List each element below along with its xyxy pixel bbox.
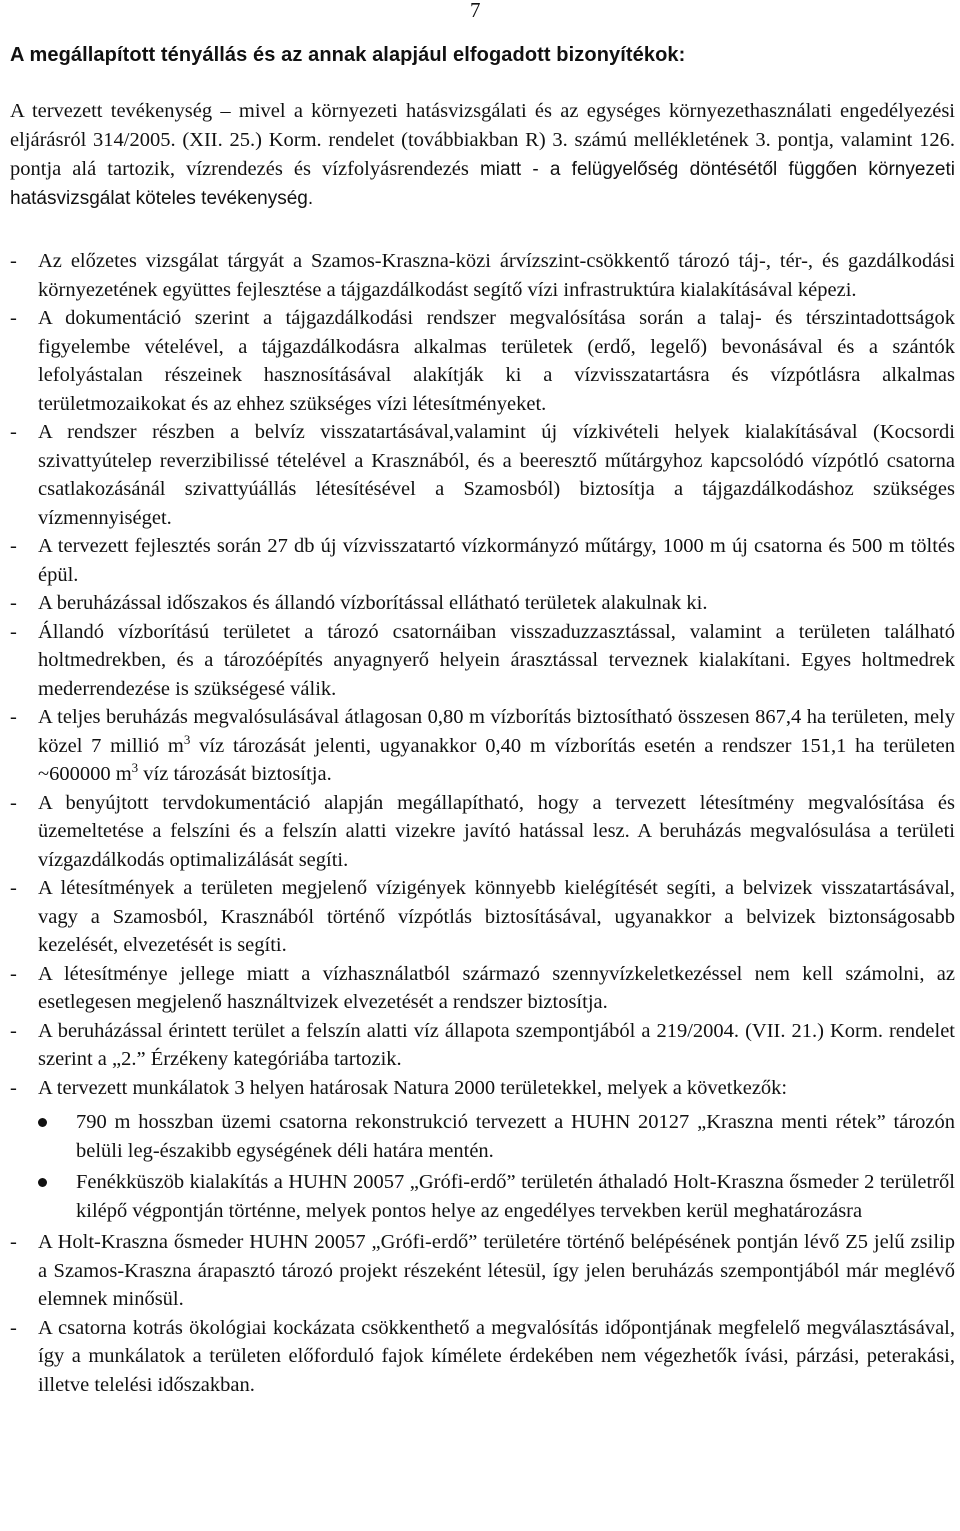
dash-marker: - bbox=[10, 1019, 17, 1042]
list-item bbox=[0, 1228, 955, 1314]
intro-paragraph bbox=[10, 97, 955, 213]
dash-marker: - bbox=[10, 592, 17, 614]
dash-marker: - bbox=[10, 620, 17, 643]
volume-text-a: A teljes beruházás megvalósulásával átlagosan 0,80 m vízborítás biztosítható összesen 867,4 ha területen, mely közel 7 millió m bbox=[38, 706, 955, 757]
list-item-text: A beruházással érintett terület a felszín alatti víz állapota szempontjából a 219/2004. (VII. 21.) Korm. rendelet szerint a „2.” Érzékeny kategóriába tartozik. bbox=[38, 1019, 955, 1070]
list-item bbox=[0, 589, 955, 618]
bullet-item bbox=[38, 1168, 955, 1225]
findings-list bbox=[0, 247, 955, 1399]
natura-bullet-list bbox=[38, 1108, 955, 1225]
list-item bbox=[0, 1017, 955, 1074]
dash-marker: - bbox=[10, 307, 17, 329]
dash-marker: - bbox=[10, 1231, 17, 1253]
dash-marker: - bbox=[10, 421, 17, 443]
list-item-text: A csatorna kotrás ökológiai kockázata csökkenthető a megvalósítás időpontjának megfelelő megválasztásával, így a munkálatok a területen előforduló fajok kímélete érdekében nem végezhetők ívási, párzási, peterakási, illetve telelési időszakban. bbox=[38, 1316, 955, 1396]
list-item-text: A dokumentáció szerint a tájgazdálkodási rendszer megvalósítása során a talaj- és térszintadottságok figyelembe vételével, a tájgazdálkodásra alkalmas területek (erdő, legelő) bevonásával és a szántók lefolyástalan részeinek hasznosításával alakítják ki a vízvisszatartásra és vízpótlásra alkalmas területmozaikokat és az ehhez szükséges vízi létesítményeket. bbox=[38, 307, 955, 415]
intro-text-part2: miatt - a felügyelőség döntésétől függően környezeti hatásvizsgálat köteles tevékenység. bbox=[10, 159, 955, 209]
list-item bbox=[0, 874, 955, 960]
list-item-text: A beruházással időszakos és állandó vízborítással ellátható területek alakulnak ki. bbox=[38, 592, 708, 614]
list-item-text: A benyújtott tervdokumentáció alapján megállapítható, hogy a tervezett létesítmény megvalósítása és üzemeltetése a felszíni és a felszín alatti vizekre javító hatással lesz. A beruházás megvalósulása a területi vízgazdálkodás optimalizálását segíti. bbox=[38, 791, 955, 871]
list-item bbox=[0, 1314, 955, 1400]
dash-marker: - bbox=[10, 250, 17, 272]
list-item-text: Az előzetes vizsgálat tárgyát a Szamos-Kraszna-közi árvízszint-csökkentő tározó táj-, tér-, és gazdálkodási környezetének együttes fejlesztése a tájgazdálkodást segítő vízi infrastruktúra kialakításával képezi. bbox=[38, 250, 955, 301]
bullet-text: Fenékküszöb kialakítás a HUHN 20057 „Grófi-erdő” területén áthaladó Holt-Kraszna ősmeder 2 területről kilépő végpontján történne, melyek pontos helye az engedélyes tervekben kerül meghatározásra bbox=[76, 1171, 955, 1222]
volume-text-b: víz tározását jelenti, ugyanakkor 0,40 m vízborítás esetén a rendszer 151,1 ha területen ~600000 m bbox=[38, 734, 955, 785]
list-item-text: A rendszer részben a belvíz visszatartásával,valamint új vízkivételi helyek kialakításával (Kocsordi szivattyútelep reverzibilissé tételével a Krasznából, és a beeresztő műtárgyhoz kapcsolódó vízpótló csatorna csatlakozásánál szivattyúállás létesítésével a Szamosból) biztosítja a tájgazdálkodáshoz szükséges vízmennyiséget. bbox=[38, 421, 955, 529]
list-item-text: A létesítménye jellege miatt a vízhasználatból származó szennyvízkeletkezéssel nem kell számolni, az esetlegesen megjelenő használtvizek elvezetését a rendszer biztosítja. bbox=[38, 962, 955, 1013]
page-number: 7 bbox=[470, 0, 481, 22]
list-item-text: A tervezett munkálatok 3 helyen határosak Natura 2000 területekkel, melyek a következők: bbox=[38, 1076, 788, 1099]
intro-text-part1: A tervezett tevékenység – mivel a környezeti hatásvizsgálati és az egységes környezethasználati engedélyezési eljárásról 314/2005. (XII. 25.) Korm. rendelet (továbbiakban R) 3. számú mellékletének 3. pontja, valamint 126. pontja alá tartozik, vízrendezés és vízfolyásrendezés bbox=[10, 100, 955, 180]
list-item bbox=[0, 247, 955, 304]
list-item-natura bbox=[0, 1074, 955, 1226]
superscript-3: 3 bbox=[131, 760, 139, 776]
bullet-item bbox=[38, 1108, 955, 1165]
list-item bbox=[0, 618, 955, 704]
superscript-3: 3 bbox=[183, 731, 191, 747]
list-item bbox=[0, 532, 955, 589]
list-item-text: A Holt-Kraszna ősmeder HUHN 20057 „Grófi-erdő” területére történő belépésének pontján lévő Z5 jelű zsilip a Szamos-Kraszna árapasztó tározó projekt részeként létesül, így jelen beruházás szempontjából már meglévő elemnek minősül. bbox=[38, 1231, 955, 1310]
dash-marker: - bbox=[10, 962, 17, 985]
list-item-volume bbox=[0, 703, 955, 789]
list-item-text: A tervezett fejlesztés során 27 db új vízvisszatartó vízkormányzó műtárgy, 1000 m új csatorna és 500 m töltés épül. bbox=[38, 535, 955, 586]
dash-marker: - bbox=[10, 877, 17, 899]
bullet-text: 790 m hosszban üzemi csatorna rekonstrukció tervezett a HUHN 20127 „Kraszna menti rétek” tározón belüli leg-északibb egységének déli határa mentén. bbox=[76, 1111, 955, 1162]
section-heading: A megállapított tényállás és az annak alapjául elfogadott bizonyítékok: bbox=[10, 44, 686, 66]
bullet-dot-icon bbox=[38, 1178, 47, 1187]
list-item-text: A létesítmények a területen megjelenő vízigények könnyebb kielégítését segíti, a belvizek visszatartásával, vagy a Szamosból, Krasznából történő vízpótlás biztosításával, ugyanakkor a belvizek biztonságosabb kezelését, elvezetését is segíti. bbox=[38, 877, 955, 956]
list-item bbox=[0, 418, 955, 532]
list-item bbox=[0, 304, 955, 418]
dash-marker: - bbox=[10, 1076, 17, 1099]
bullet-dot-icon bbox=[38, 1118, 47, 1127]
list-item bbox=[0, 789, 955, 875]
volume-text-c: víz tározását biztosítja. bbox=[138, 763, 332, 785]
dash-marker: - bbox=[10, 1316, 17, 1339]
list-item bbox=[0, 960, 955, 1017]
dash-marker: - bbox=[10, 706, 17, 728]
dash-marker: - bbox=[10, 791, 17, 814]
dash-marker: - bbox=[10, 535, 17, 557]
list-item-text: Állandó vízborítású területet a tározó csatornáiban visszaduzzasztással, valamint a területen található holtmedrekben, és a tározóépítés anyagnyerő helyein árasztással terveznek kialakítani. Egyes holtmedrek mederrendezése is szükségesé válik. bbox=[38, 620, 955, 700]
